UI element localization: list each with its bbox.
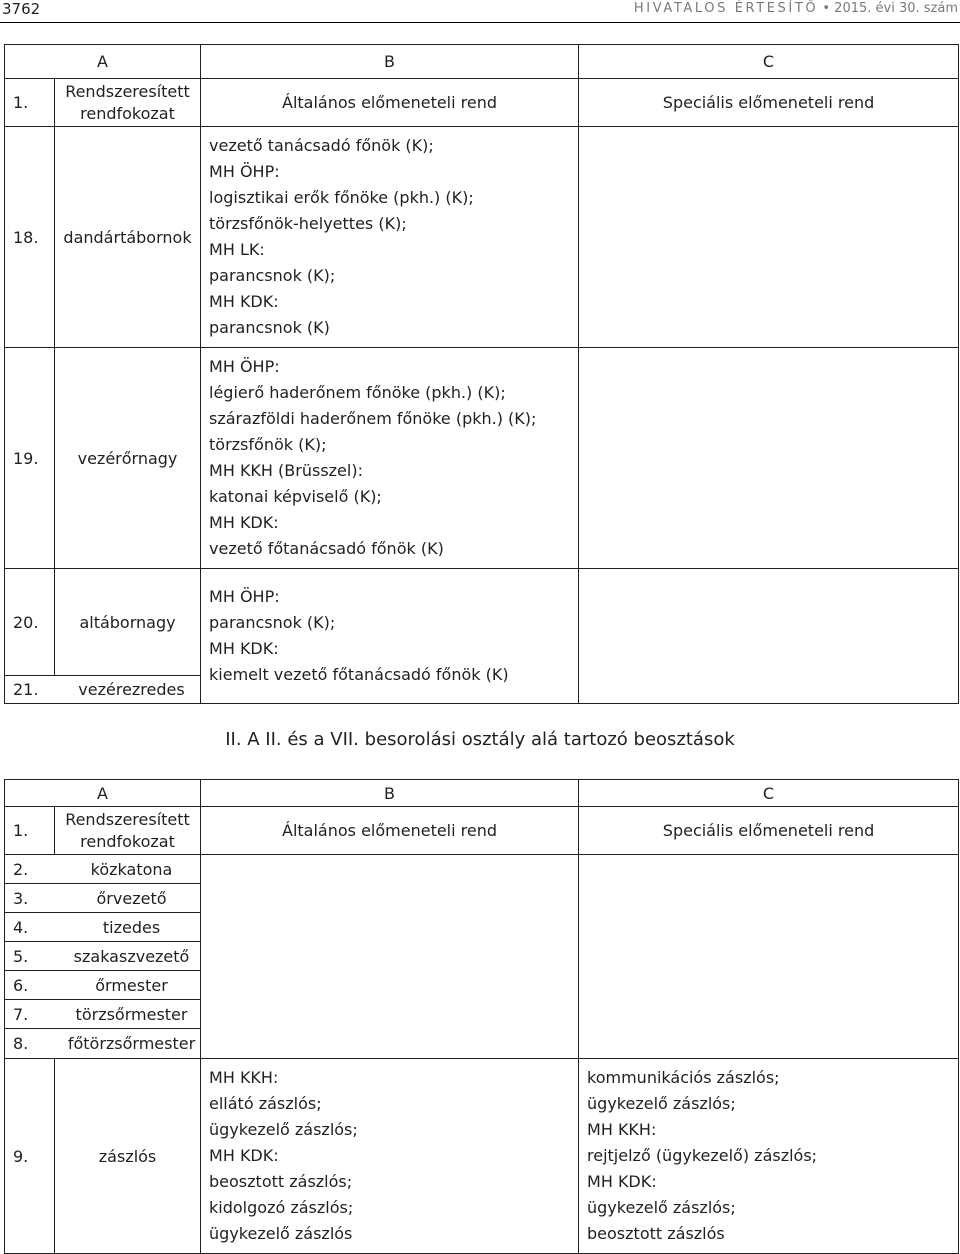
rank-name: szakaszvezető <box>73 946 190 966</box>
publication-line <box>634 1 958 16</box>
special-path-cell <box>579 348 959 569</box>
position-line: ügykezelő zászlós <box>209 1224 353 1243</box>
special-path-cell <box>579 1059 959 1254</box>
row-number: 20. <box>5 569 55 676</box>
column-letter-row <box>5 45 959 79</box>
header-special-path: Speciális előmeneteli rend <box>579 79 959 127</box>
header-row <box>5 807 959 855</box>
general-path-cell <box>201 1059 579 1254</box>
position-line: MH KDK: <box>209 513 279 532</box>
position-line: törzsfőnök (K); <box>209 435 327 454</box>
header-special-path: Speciális előmeneteli rend <box>579 807 959 855</box>
bullet-separator: • <box>822 1 831 16</box>
position-line: parancsnok (K) <box>209 318 330 337</box>
row-number: 1. <box>5 79 55 127</box>
position-line: MH KKH: <box>587 1120 657 1139</box>
header-general-path: Általános előmeneteli rend <box>201 79 579 127</box>
position-line: MH KKH: <box>209 1068 279 1087</box>
header-rank-line: rendfokozat <box>80 103 175 123</box>
position-line: MH KDK: <box>209 292 279 311</box>
position-line: MH ÖHP: <box>209 162 280 181</box>
column-letter-row <box>5 780 959 807</box>
row-number: 21. <box>13 680 39 699</box>
position-line: MH KDK: <box>209 639 279 658</box>
rank-name: zászlós <box>55 1059 201 1254</box>
rank-table-2 <box>4 779 959 1254</box>
header-row <box>5 79 959 127</box>
rank-cell <box>5 1000 201 1029</box>
rank-name: tizedes <box>102 917 161 937</box>
general-path-cell <box>201 127 579 348</box>
row-number: 5. <box>13 946 29 966</box>
position-line: vezető tanácsadó főnök (K); <box>209 136 434 155</box>
position-line: parancsnok (K); <box>209 613 336 632</box>
position-line: törzsfőnök-helyettes (K); <box>209 214 407 233</box>
general-path-cell <box>201 348 579 569</box>
header-rank <box>55 807 201 855</box>
rank-table-1 <box>4 44 959 704</box>
rank-cell <box>5 855 201 884</box>
row-number: 2. <box>13 859 29 879</box>
position-line: szárazföldi haderőnem főnöke (pkh.) (K); <box>209 409 537 428</box>
position-line: ügykezelő zászlós; <box>587 1198 736 1217</box>
column-letter-c: C <box>579 45 959 79</box>
position-line: ellátó zászlós; <box>209 1094 322 1113</box>
header-general-path: Általános előmeneteli rend <box>201 807 579 855</box>
table-row <box>5 569 959 676</box>
rank-name: őrvezető <box>96 888 167 908</box>
row-number: 18. <box>5 127 55 348</box>
position-line: kidolgozó zászlós; <box>209 1198 354 1217</box>
rank-cell <box>5 913 201 942</box>
position-line: kommunikációs zászlós; <box>587 1068 780 1087</box>
rank-name: őrmester <box>95 975 168 995</box>
special-path-cell <box>579 569 959 704</box>
column-letter-b: B <box>201 45 579 79</box>
header-rule <box>0 22 960 23</box>
rank-name: főtörzsőrmester <box>67 1034 196 1053</box>
general-path-cell <box>201 855 579 1059</box>
table-row <box>5 127 959 348</box>
position-line: ügykezelő zászlós; <box>209 1120 358 1139</box>
row-number: 19. <box>5 348 55 569</box>
position-line: beosztott zászlós; <box>209 1172 353 1191</box>
position-line: MH KDK: <box>587 1172 657 1191</box>
column-letter-a: A <box>5 45 201 79</box>
position-line: légierő haderőnem főnöke (pkh.) (K); <box>209 383 506 402</box>
row-number: 9. <box>5 1059 55 1254</box>
issue-number: 2015. évi 30. szám <box>834 1 958 16</box>
header-rank-line: Rendszeresített <box>65 81 190 101</box>
rank-name: dandártábornok <box>55 127 201 348</box>
position-line: kiemelt vezető főtanácsadó főnök (K) <box>209 665 509 684</box>
position-line: ügykezelő zászlós; <box>587 1094 736 1113</box>
position-line: vezető főtanácsadó főnök (K) <box>209 539 444 558</box>
special-path-cell <box>579 127 959 348</box>
rank-name: vezérőrnagy <box>55 348 201 569</box>
rank-name: vezérezredes <box>78 680 185 699</box>
position-line: logisztikai erők főnöke (pkh.) (K); <box>209 188 474 207</box>
position-line: beosztott zászlós <box>587 1224 725 1243</box>
row-number: 7. <box>13 1004 29 1024</box>
page-number: 3762 <box>2 0 41 18</box>
column-letter-c: C <box>579 780 959 807</box>
general-path-cell <box>201 569 579 704</box>
position-line: MH ÖHP: <box>209 357 280 376</box>
special-path-cell <box>579 855 959 1059</box>
section-title: II. A II. és a VII. besorolási osztály alá tartozó beosztások <box>225 729 735 750</box>
rank-cell <box>5 971 201 1000</box>
table-row <box>5 1059 959 1254</box>
rank-name: közkatona <box>90 859 173 879</box>
row-number: 6. <box>13 975 29 995</box>
row-number: 1. <box>5 807 55 855</box>
position-line: MH KKH (Brüsszel): <box>209 461 363 480</box>
row-number: 4. <box>13 917 29 937</box>
table-row <box>5 855 959 884</box>
header-rank <box>55 79 201 127</box>
position-line: parancsnok (K); <box>209 266 336 285</box>
table-row <box>5 348 959 569</box>
column-letter-a: A <box>5 780 201 807</box>
publication-title: HIVATALOS ÉRTESÍTŐ <box>633 1 819 16</box>
column-letter-b: B <box>201 780 579 807</box>
position-line: katonai képviselő (K); <box>209 487 382 506</box>
rank-name: altábornagy <box>55 569 201 676</box>
row-number: 8. <box>13 1034 29 1053</box>
position-line: rejtjelző (ügykezelő) zászlós; <box>587 1146 818 1165</box>
header-rank-line: Rendszeresített <box>65 809 190 829</box>
rank-name: törzsőrmester <box>75 1004 188 1024</box>
row-number: 3. <box>13 888 29 908</box>
rank-cell <box>5 942 201 971</box>
page-header <box>0 0 960 22</box>
rank-cell <box>5 884 201 913</box>
rank-cell <box>5 676 201 704</box>
position-line: MH KDK: <box>209 1146 279 1165</box>
rank-cell <box>5 1029 201 1059</box>
position-line: MH LK: <box>209 240 265 259</box>
header-rank-line: rendfokozat <box>80 831 175 851</box>
position-line: MH ÖHP: <box>209 587 280 606</box>
